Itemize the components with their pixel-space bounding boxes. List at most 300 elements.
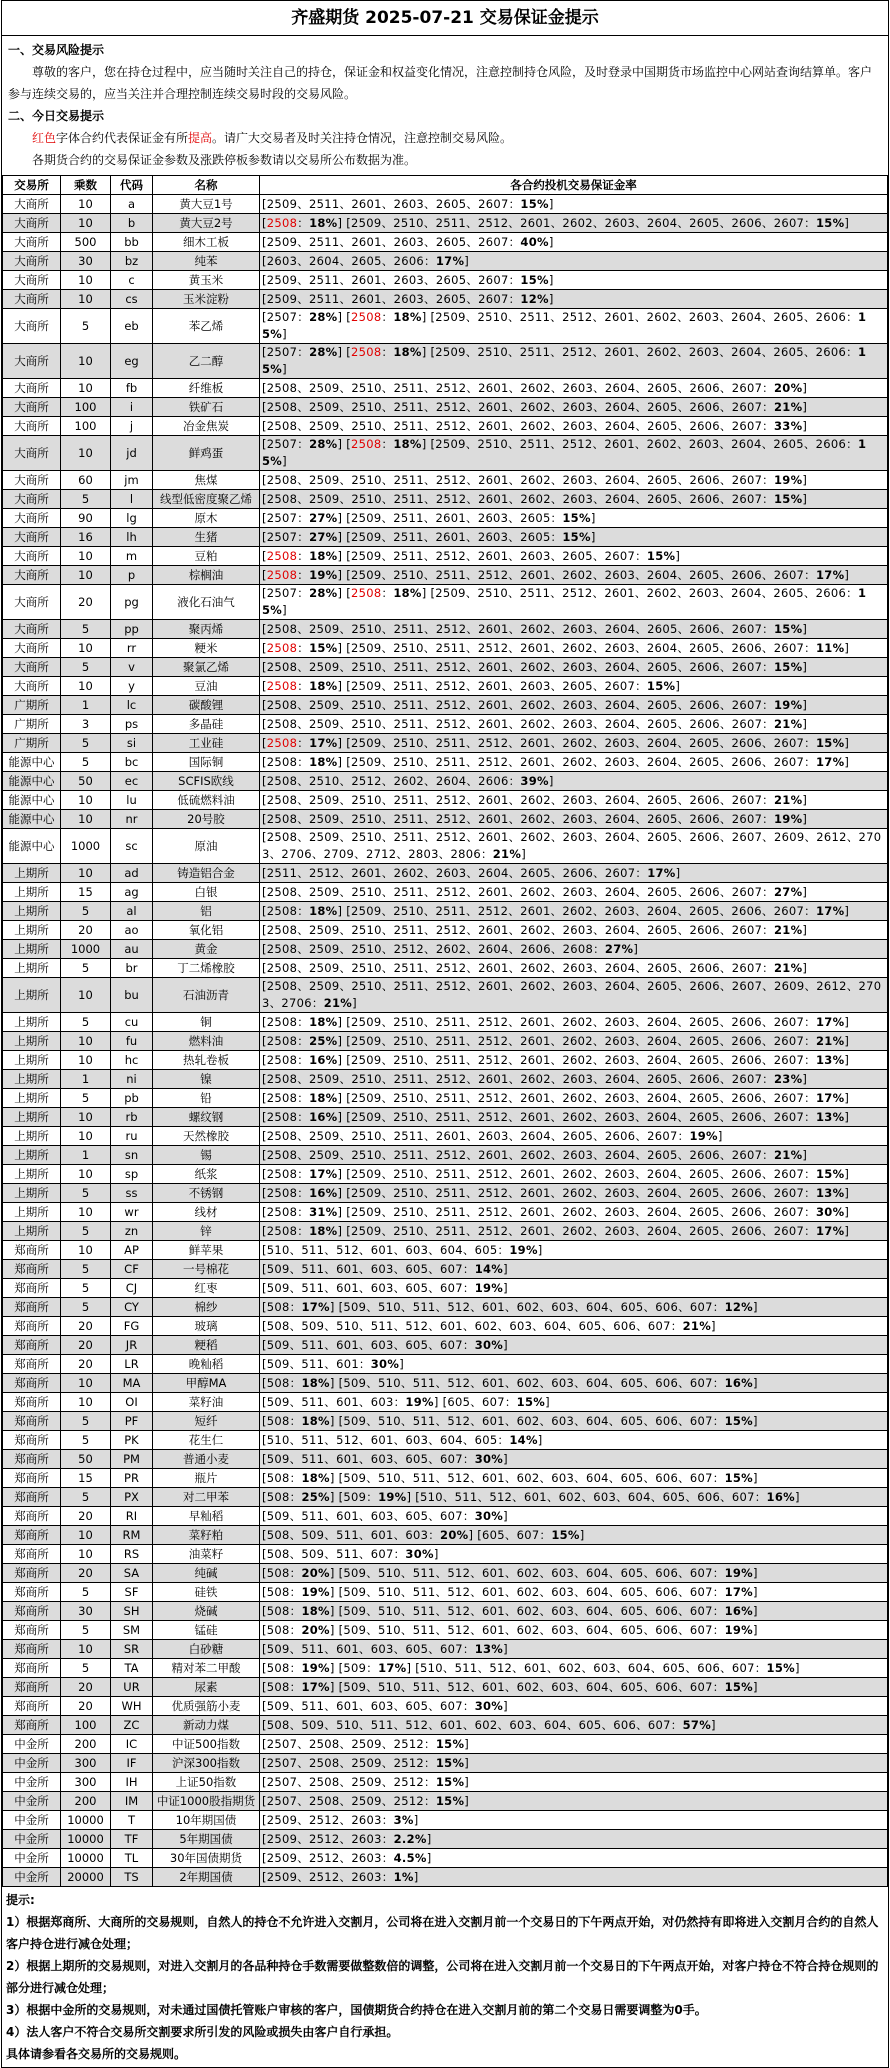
cell-name: 天然橡胶 bbox=[153, 1127, 260, 1146]
cell-exchange: 郑商所 bbox=[3, 1374, 61, 1393]
cell-multiplier: 30 bbox=[61, 1602, 111, 1621]
cell-exchange: 大商所 bbox=[3, 436, 61, 471]
contract-list: ] bbox=[282, 603, 287, 617]
contract-list: ] bbox=[503, 1337, 508, 1352]
table-row bbox=[3, 233, 888, 252]
cell-rates bbox=[260, 715, 888, 734]
cell-multiplier: 1000 bbox=[61, 940, 111, 959]
cell-exchange: 郑商所 bbox=[3, 1526, 61, 1545]
cell-name: 苯乙烯 bbox=[153, 309, 260, 344]
table-row bbox=[3, 1412, 888, 1431]
contract-list: ] bbox=[844, 754, 850, 769]
cell-name: 硅铁 bbox=[153, 1583, 260, 1602]
cell-code: fu bbox=[111, 1032, 153, 1051]
cell-multiplier: 5 bbox=[61, 1412, 111, 1431]
contract-list: ] bbox=[753, 1584, 758, 1599]
cell-name: 油菜籽 bbox=[153, 1545, 260, 1564]
rate-value: 17% bbox=[301, 1299, 330, 1314]
table-header-row bbox=[3, 176, 888, 195]
table-row bbox=[3, 1241, 888, 1260]
rate-value: 21% bbox=[773, 716, 803, 731]
cell-rates bbox=[260, 1583, 888, 1602]
cell-name: 玻璃 bbox=[153, 1317, 260, 1336]
table-row bbox=[3, 864, 888, 883]
cell-multiplier: 20 bbox=[61, 1317, 111, 1336]
cell-rates bbox=[260, 1716, 888, 1735]
contract-list: ] [2509、2511、2601、2603、2605： bbox=[337, 529, 563, 544]
rate-value: 18% bbox=[309, 548, 338, 563]
cell-name: 不锈钢 bbox=[153, 1184, 260, 1203]
rate-value: 17% bbox=[815, 1090, 845, 1105]
rate-value: 19% bbox=[773, 472, 803, 487]
cell-rates bbox=[260, 1355, 888, 1374]
rate-value: 15% bbox=[773, 491, 803, 506]
contract-list: ] [2509、2510、2511、2512、2601、2602、2603、2604、2605、2606、2607： bbox=[337, 640, 816, 655]
table-row bbox=[3, 528, 888, 547]
raised-contract: 2508 bbox=[351, 345, 382, 359]
contract-list: ] bbox=[802, 792, 808, 807]
rate-value: 21% bbox=[492, 847, 522, 861]
cell-multiplier: 10 bbox=[61, 791, 111, 810]
rate-value: 18% bbox=[301, 1603, 330, 1618]
contract-list: ] bbox=[675, 678, 681, 693]
cell-rates bbox=[260, 810, 888, 829]
cell-code: PK bbox=[111, 1431, 153, 1450]
rate-value: 40% bbox=[520, 234, 549, 249]
table-row bbox=[3, 677, 888, 696]
cell-exchange: 大商所 bbox=[3, 252, 61, 271]
contract-list: [2508、2509、2510、2511、2512、2601、2602、2603、2604、2605、2606、2607： bbox=[262, 472, 774, 487]
cell-rates bbox=[260, 1697, 888, 1716]
contract-list: [2507： bbox=[262, 529, 310, 544]
cell-rates bbox=[260, 1051, 888, 1070]
rate-value: 16% bbox=[724, 1603, 753, 1618]
table-row bbox=[3, 344, 888, 379]
cell-rates bbox=[260, 1564, 888, 1583]
contract-list: [2508、2509、2510、2512、2602、2604、2606、2608： bbox=[262, 941, 605, 956]
rate-value: 28% bbox=[309, 437, 338, 451]
cell-name: 烧碱 bbox=[153, 1602, 260, 1621]
contract-list: [2507、2508、2509、2512： bbox=[262, 1736, 436, 1751]
rate-value: 15% bbox=[435, 1736, 465, 1751]
contract-list: [508、509、510、511、512、601、602、603、604、605、606、607： bbox=[262, 1717, 683, 1732]
cell-exchange: 大商所 bbox=[3, 658, 61, 677]
cell-exchange: 郑商所 bbox=[3, 1583, 61, 1602]
cell-exchange: 上期所 bbox=[3, 1146, 61, 1165]
contract-list: [2508、2509、2510、2511、2512、2601、2602、2603、2604、2605、2606、2607： bbox=[262, 621, 774, 636]
cell-name: 锡 bbox=[153, 1146, 260, 1165]
rate-value: 17% bbox=[435, 253, 465, 268]
rate-value: 15% bbox=[551, 1527, 580, 1542]
cell-name: 上证50指数 bbox=[153, 1773, 260, 1792]
cell-multiplier: 10000 bbox=[61, 1811, 111, 1830]
table-row bbox=[3, 398, 888, 417]
contract-list: [ bbox=[262, 215, 267, 230]
contract-list: ] bbox=[464, 1755, 470, 1770]
cell-code: cs bbox=[111, 290, 153, 309]
rate-value: 28% bbox=[309, 310, 338, 324]
raised-word: 提高 bbox=[188, 131, 213, 145]
cell-code: a bbox=[111, 195, 153, 214]
cell-rates bbox=[260, 1868, 888, 1887]
contract-list: ] bbox=[844, 735, 850, 750]
contract-list: [2509、2512、2603： bbox=[262, 1812, 394, 1827]
cell-code: CY bbox=[111, 1298, 153, 1317]
cell-rates bbox=[260, 1792, 888, 1811]
cell-rates bbox=[260, 1184, 888, 1203]
rate-value: 15% bbox=[724, 1470, 753, 1485]
rate-value: 15% bbox=[646, 678, 676, 693]
cell-name: 白砂糖 bbox=[153, 1640, 260, 1659]
raised-contract: 2508 bbox=[351, 437, 382, 451]
cell-code: m bbox=[111, 547, 153, 566]
contract-list: ] [2509、2510、2511、2512、2601、2602、2603、2604、2605、2606、2607： bbox=[337, 567, 816, 582]
contract-list: ] bbox=[753, 1565, 758, 1580]
cell-multiplier: 10 bbox=[61, 547, 111, 566]
contract-list: [509、511、601、603、605、607： bbox=[262, 1508, 475, 1523]
cell-rates bbox=[260, 1412, 888, 1431]
table-row bbox=[3, 1089, 888, 1108]
cell-code: bb bbox=[111, 233, 153, 252]
contract-list: ] [2509、2510、2511、2512、2601、2602、2603、2604、2605、2606、2607： bbox=[337, 754, 816, 769]
table-row bbox=[3, 195, 888, 214]
cell-rates bbox=[260, 1526, 888, 1545]
rate-value: 11% bbox=[815, 640, 845, 655]
cell-name: 细木工板 bbox=[153, 233, 260, 252]
cell-rates bbox=[260, 1735, 888, 1754]
today-section-line2: 各期货合约的交易保证金参数及涨跌停板参数请以交易所公布数据为准。 bbox=[32, 153, 417, 167]
contract-list: [2508、2509、2510、2511、2512、2601、2602、2603、2604、2605、2606、2607、2609、2612、2703、2706： bbox=[262, 979, 882, 1010]
cell-name: 原木 bbox=[153, 509, 260, 528]
cell-exchange: 郑商所 bbox=[3, 1393, 61, 1412]
cell-name: 黄玉米 bbox=[153, 271, 260, 290]
table-row bbox=[3, 1165, 888, 1184]
cell-multiplier: 1 bbox=[61, 696, 111, 715]
contract-list: ] [2509、2510、2511、2512、2601、2602、2603、2604、2605、2606、2607： bbox=[337, 735, 816, 750]
cell-code: CJ bbox=[111, 1279, 153, 1298]
contract-list: [509、511、601： bbox=[262, 1356, 371, 1371]
cell-exchange: 郑商所 bbox=[3, 1640, 61, 1659]
contract-list: [2508、2509、2510、2511、2512、2601、2602、2603、2604、2605、2606、2607： bbox=[262, 811, 774, 826]
cell-multiplier: 20 bbox=[61, 1564, 111, 1583]
cell-name: 尿素 bbox=[153, 1678, 260, 1697]
cell-code: ru bbox=[111, 1127, 153, 1146]
contract-list: ] bbox=[802, 960, 808, 975]
cell-exchange: 上期所 bbox=[3, 959, 61, 978]
contract-list: ] bbox=[282, 454, 287, 468]
cell-exchange: 上期所 bbox=[3, 1222, 61, 1241]
cell-name: 豆粕 bbox=[153, 547, 260, 566]
cell-rates bbox=[260, 214, 888, 233]
cell-name: SCFIS欧线 bbox=[153, 772, 260, 791]
raised-contract: 2508 bbox=[351, 586, 382, 600]
contract-list: [2509、2511、2601、2603、2605、2607： bbox=[262, 234, 521, 249]
cell-rates bbox=[260, 1811, 888, 1830]
rate-value: 15% bbox=[724, 1679, 753, 1694]
contract-list: [2508、2509、2510、2511、2512、2601、2602、2603、2604、2605、2606、2607： bbox=[262, 659, 774, 674]
contract-list: ] [2509、2510、2511、2512、2601、2602、2603、2604、2605、2606、2607： bbox=[337, 1090, 816, 1105]
contract-list: [508： bbox=[262, 1603, 302, 1618]
cell-exchange: 上期所 bbox=[3, 1032, 61, 1051]
cell-name: 甲醇MA bbox=[153, 1374, 260, 1393]
cell-exchange: 上期所 bbox=[3, 902, 61, 921]
cell-code: ag bbox=[111, 883, 153, 902]
table-row bbox=[3, 1849, 888, 1868]
contract-list: ] [2509、2511、2512、2601、2603、2605、2607： bbox=[337, 548, 647, 563]
contract-list: ] bbox=[802, 811, 808, 826]
cell-code: bz bbox=[111, 252, 153, 271]
contract-list: [508： bbox=[262, 1679, 302, 1694]
table-row bbox=[3, 1222, 888, 1241]
cell-name: 多晶硅 bbox=[153, 715, 260, 734]
contract-list: [508： bbox=[262, 1413, 302, 1428]
table-row bbox=[3, 1545, 888, 1564]
contract-list: ] bbox=[503, 1280, 508, 1295]
cell-exchange: 郑商所 bbox=[3, 1488, 61, 1507]
cell-multiplier: 10 bbox=[61, 864, 111, 883]
contract-list: [508： bbox=[262, 1622, 302, 1637]
rate-value: 18% bbox=[309, 215, 338, 230]
header-code: 代码 bbox=[111, 176, 153, 195]
cell-exchange: 大商所 bbox=[3, 639, 61, 658]
contract-list: ] [509、510、511、512、601、602、603、604、605、606、607： bbox=[329, 1413, 725, 1428]
rate-value: 14% bbox=[509, 1432, 538, 1447]
contract-list: ] [2509、2510、2511、2512、2601、2602、2603、2604、2605、2606、2607： bbox=[337, 1052, 816, 1067]
rate-value: 12% bbox=[724, 1299, 753, 1314]
cell-name: 纤维板 bbox=[153, 379, 260, 398]
table-row bbox=[3, 1393, 888, 1412]
rate-value: 2.2% bbox=[393, 1831, 427, 1846]
cell-multiplier: 10 bbox=[61, 1241, 111, 1260]
rate-value: 18% bbox=[309, 903, 338, 918]
table-row bbox=[3, 1507, 888, 1526]
header-name: 名称 bbox=[153, 176, 260, 195]
contract-list: ] [509、510、511、512、601、602、603、604、605、606、607： bbox=[329, 1565, 725, 1580]
contract-list: [509、511、601、603、605、607： bbox=[262, 1641, 475, 1656]
contract-list: ] [ bbox=[337, 310, 352, 324]
rate-value: 18% bbox=[309, 678, 338, 693]
cell-rates bbox=[260, 1488, 888, 1507]
contract-list: ] bbox=[590, 510, 596, 525]
cell-rates bbox=[260, 1849, 888, 1868]
table-row bbox=[3, 585, 888, 620]
table-row bbox=[3, 978, 888, 1013]
cell-exchange: 上期所 bbox=[3, 1051, 61, 1070]
cell-name: 玉米淀粉 bbox=[153, 290, 260, 309]
cell-multiplier: 20 bbox=[61, 1355, 111, 1374]
cell-rates bbox=[260, 677, 888, 696]
contract-list: [2508、2509、2510、2511、2512、2601、2602、2603、2604、2605、2606、2607： bbox=[262, 697, 774, 712]
contract-list: ] [2509、2510、2511、2512、2601、2602、2603、2604、2605、2606： bbox=[421, 310, 858, 324]
cell-multiplier: 10000 bbox=[61, 1830, 111, 1849]
cell-name: 纸浆 bbox=[153, 1165, 260, 1184]
cell-name: 螺纹钢 bbox=[153, 1108, 260, 1127]
rate-value: 18% bbox=[393, 586, 422, 600]
rate-value: 15% bbox=[646, 548, 676, 563]
contract-list: [2507： bbox=[262, 310, 310, 324]
rate-value: 30% bbox=[474, 1337, 504, 1352]
table-row bbox=[3, 509, 888, 528]
cell-rates bbox=[260, 1659, 888, 1678]
cell-code: IM bbox=[111, 1792, 153, 1811]
cell-exchange: 大商所 bbox=[3, 490, 61, 509]
contract-list: ] [2509、2510、2511、2512、2601、2602、2603、2604、2605、2606、2607： bbox=[337, 1166, 816, 1181]
table-row bbox=[3, 772, 888, 791]
cell-name: 花生仁 bbox=[153, 1431, 260, 1450]
cell-multiplier: 5 bbox=[61, 1089, 111, 1108]
contract-list: ] bbox=[426, 1850, 432, 1865]
cell-rates bbox=[260, 528, 888, 547]
cell-exchange: 上期所 bbox=[3, 940, 61, 959]
cell-name: 丁二烯橡胶 bbox=[153, 959, 260, 978]
cell-multiplier: 10 bbox=[61, 978, 111, 1013]
contract-list: ] [605、607： bbox=[468, 1527, 552, 1542]
contract-list: ] bbox=[802, 716, 808, 731]
rate-value: 15% bbox=[815, 735, 845, 750]
cell-exchange: 广期所 bbox=[3, 734, 61, 753]
cell-exchange: 上期所 bbox=[3, 1070, 61, 1089]
cell-code: RM bbox=[111, 1526, 153, 1545]
footer-note-2: 2）根据上期所的交易规则，对进入交割月的各品种持仓手数需要做整数倍的调整，公司将在进入交割月前一个交易日的下午两点开始，对客户持仓不符合持仓规则的部分进行减仓处理； bbox=[6, 1959, 879, 1995]
rate-value: 18% bbox=[309, 1090, 338, 1105]
cell-exchange: 大商所 bbox=[3, 195, 61, 214]
cell-rates bbox=[260, 978, 888, 1013]
contract-list: ] [509、510、511、512、601、602、603、604、605、606、607： bbox=[329, 1603, 725, 1618]
rate-value: 16% bbox=[724, 1375, 753, 1390]
cell-rates bbox=[260, 398, 888, 417]
rate-value: 21% bbox=[773, 792, 803, 807]
cell-multiplier: 10 bbox=[61, 436, 111, 471]
table-row bbox=[3, 490, 888, 509]
cell-rates bbox=[260, 658, 888, 677]
cell-code: fb bbox=[111, 379, 153, 398]
cell-exchange: 郑商所 bbox=[3, 1564, 61, 1583]
table-row bbox=[3, 1127, 888, 1146]
cell-rates bbox=[260, 1640, 888, 1659]
cell-code: MA bbox=[111, 1374, 153, 1393]
cell-code: y bbox=[111, 677, 153, 696]
contract-list: [508： bbox=[262, 1299, 302, 1314]
rate-value: 13% bbox=[815, 1109, 845, 1124]
rate-value: 4.5% bbox=[393, 1850, 427, 1865]
contract-list: ] bbox=[521, 847, 526, 861]
contract-list: ] bbox=[545, 1394, 550, 1409]
contract-list: ] [509、510、511、512、601、602、603、604、605、606、607： bbox=[329, 1622, 725, 1637]
cell-name: 普通小麦 bbox=[153, 1450, 260, 1469]
rate-value: 15% bbox=[262, 437, 867, 468]
contract-list: ] bbox=[844, 1033, 850, 1048]
cell-multiplier: 10 bbox=[61, 1108, 111, 1127]
table-row bbox=[3, 883, 888, 902]
cell-name: 黄大豆2号 bbox=[153, 214, 260, 233]
cell-multiplier: 10000 bbox=[61, 1849, 111, 1868]
cell-name: 棉纱 bbox=[153, 1298, 260, 1317]
cell-code: SH bbox=[111, 1602, 153, 1621]
rate-value: 27% bbox=[309, 529, 338, 544]
rate-value: 18% bbox=[309, 1014, 338, 1029]
table-row bbox=[3, 810, 888, 829]
rate-value: 19% bbox=[309, 567, 338, 582]
contract-list: [2508、2509、2510、2511、2512、2601、2602、2603、2604、2605、2606、2607： bbox=[262, 1071, 774, 1086]
rate-value: 13% bbox=[815, 1052, 845, 1067]
contract-list: ] [2509、2510、2511、2512、2601、2602、2603、2604、2605、2606： bbox=[421, 345, 858, 359]
contract-list: ] bbox=[464, 1793, 470, 1808]
cell-multiplier: 1000 bbox=[61, 829, 111, 864]
cell-multiplier: 5 bbox=[61, 1488, 111, 1507]
rate-value: 16% bbox=[309, 1052, 338, 1067]
rate-value: 21% bbox=[773, 922, 803, 937]
contract-list: ] [509： bbox=[329, 1489, 379, 1504]
cell-multiplier: 10 bbox=[61, 271, 111, 290]
risk-section-text: 尊敬的客户，您在持仓过程中，应当随时关注自己的持仓，保证金和权益变化情况，注意控制持仓风险，及时登录中国期货市场监控中心网站查询结算单。客户参与连续交易的，应当关注并合理控制连续交易时段的交易风险。 bbox=[8, 65, 873, 101]
contract-list: ] bbox=[548, 272, 554, 287]
rate-value: 13% bbox=[815, 1185, 845, 1200]
rate-value: 19% bbox=[474, 1280, 504, 1295]
rate-value: 19% bbox=[724, 1622, 753, 1637]
notice-section bbox=[2, 36, 888, 175]
cell-name: 粳稻 bbox=[153, 1336, 260, 1355]
cell-multiplier: 10 bbox=[61, 214, 111, 233]
cell-exchange: 大商所 bbox=[3, 309, 61, 344]
cell-name: 低硫燃料油 bbox=[153, 791, 260, 810]
cell-rates bbox=[260, 509, 888, 528]
raised-contract: 2508 bbox=[266, 567, 298, 582]
cell-code: cu bbox=[111, 1013, 153, 1032]
contract-list: [509、511、601、603、605、607： bbox=[262, 1451, 475, 1466]
cell-code: sn bbox=[111, 1146, 153, 1165]
cell-exchange: 中金所 bbox=[3, 1792, 61, 1811]
table-row bbox=[3, 379, 888, 398]
contract-list: ] [510、511、512、601、602、603、604、605、606、607： bbox=[406, 1489, 767, 1504]
cell-name: 国际铜 bbox=[153, 753, 260, 772]
page-title: 齐盛期货 2025-07-21 交易保证金提示 bbox=[2, 1, 888, 36]
cell-code: IC bbox=[111, 1735, 153, 1754]
contract-list: ] bbox=[753, 1679, 758, 1694]
cell-code: si bbox=[111, 734, 153, 753]
contract-list: ] [ bbox=[337, 345, 352, 359]
cell-code: PM bbox=[111, 1450, 153, 1469]
cell-multiplier: 10 bbox=[61, 810, 111, 829]
cell-rates bbox=[260, 1469, 888, 1488]
contract-list: ] bbox=[844, 640, 850, 655]
rate-value: 57% bbox=[682, 1717, 712, 1732]
contract-list: ] [ bbox=[337, 586, 352, 600]
table-row bbox=[3, 1773, 888, 1792]
table-row bbox=[3, 1279, 888, 1298]
cell-exchange: 中金所 bbox=[3, 1773, 61, 1792]
cell-multiplier: 30 bbox=[61, 252, 111, 271]
rate-value: 28% bbox=[309, 345, 338, 359]
cell-name: 对二甲苯 bbox=[153, 1488, 260, 1507]
table-row bbox=[3, 436, 888, 471]
margin-table bbox=[2, 175, 888, 1887]
cell-multiplier: 10 bbox=[61, 1393, 111, 1412]
contract-list: ] bbox=[675, 548, 681, 563]
cell-multiplier: 5 bbox=[61, 1013, 111, 1032]
contract-list: [2508： bbox=[262, 903, 310, 918]
rate-value: 16% bbox=[309, 1185, 338, 1200]
contract-list: [2508： bbox=[262, 1204, 310, 1219]
cell-name: 2年期国债 bbox=[153, 1868, 260, 1887]
contract-list: ] bbox=[794, 1489, 800, 1504]
contract-list: ] bbox=[753, 1603, 758, 1618]
contract-list: [2508、2509、2510、2511、2512、2601、2602、2603、2604、2605、2606、2607： bbox=[262, 1147, 774, 1162]
raised-contract: 2508 bbox=[266, 640, 298, 655]
cell-multiplier: 10 bbox=[61, 1032, 111, 1051]
cell-exchange: 大商所 bbox=[3, 344, 61, 379]
cell-exchange: 大商所 bbox=[3, 379, 61, 398]
cell-code: hc bbox=[111, 1051, 153, 1070]
